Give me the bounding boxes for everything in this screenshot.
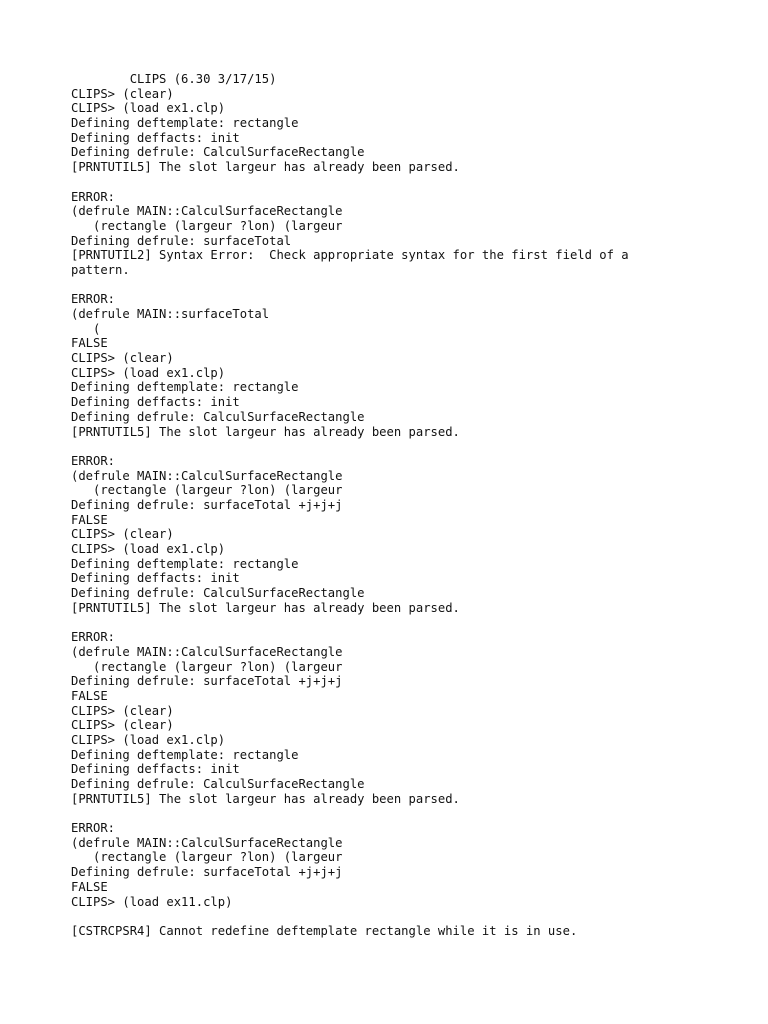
console-line: CLIPS> (load ex1.clp) bbox=[71, 732, 226, 747]
console-line: (rectangle (largeur ?lon) (largeur bbox=[71, 218, 343, 233]
console-line: ( bbox=[71, 321, 101, 336]
console-line bbox=[71, 278, 751, 293]
console-line: FALSE bbox=[71, 512, 108, 527]
console-line: (rectangle (largeur ?lon) (largeur bbox=[71, 850, 343, 865]
console-line: Defining defrule: surfaceTotal +j+j+j bbox=[71, 674, 343, 689]
console-line: CLIPS> (load ex1.clp) bbox=[71, 101, 226, 116]
console-line: CLIPS> (clear) bbox=[71, 351, 174, 366]
console-line: Defining deffacts: init bbox=[71, 571, 240, 586]
console-line: FALSE bbox=[71, 336, 108, 351]
console-line: Defining defrule: CalculSurfaceRectangle bbox=[71, 409, 365, 424]
console-line: pattern. bbox=[71, 262, 130, 277]
console-line: [PRNTUTIL5] The slot largeur has already been parsed. bbox=[71, 160, 460, 175]
console-line: [PRNTUTIL5] The slot largeur has already been parsed. bbox=[71, 791, 460, 806]
console-line bbox=[71, 806, 751, 821]
console-line: ERROR: bbox=[71, 821, 116, 836]
console-line: (defrule MAIN::CalculSurfaceRectangle bbox=[71, 204, 343, 219]
console-line: Defining deftemplate: rectangle bbox=[71, 380, 299, 395]
console-line: ERROR: bbox=[71, 292, 116, 307]
console-line bbox=[71, 909, 751, 924]
console-line: CLIPS> (load ex1.clp) bbox=[71, 365, 226, 380]
console-line: Defining deftemplate: rectangle bbox=[71, 116, 299, 131]
console-line: CLIPS> (load ex11.clp) bbox=[71, 894, 233, 909]
console-line: ERROR: bbox=[71, 189, 116, 204]
console-line: Defining defrule: CalculSurfaceRectangle bbox=[71, 145, 365, 160]
console-line: CLIPS> (clear) bbox=[71, 527, 174, 542]
console-line: CLIPS (6.30 3/17/15) bbox=[71, 72, 277, 86]
console-line: [PRNTUTIL5] The slot largeur has already been parsed. bbox=[71, 600, 460, 615]
console-line bbox=[71, 175, 751, 190]
console-line: [PRNTUTIL5] The slot largeur has already been parsed. bbox=[71, 424, 460, 439]
console-line: (defrule MAIN::CalculSurfaceRectangle bbox=[71, 468, 343, 483]
console-line: CLIPS> (clear) bbox=[71, 718, 174, 733]
console-line: ERROR: bbox=[71, 453, 116, 468]
console-line: [CSTRCPSR4] Cannot redefine deftemplate rectangle while it is in use. bbox=[71, 923, 578, 938]
console-line: CLIPS> (clear) bbox=[71, 703, 174, 718]
console-line: Defining defrule: surfaceTotal bbox=[71, 233, 292, 248]
console-line bbox=[71, 439, 751, 454]
console-line: Defining deffacts: init bbox=[71, 395, 240, 410]
console-line: Defining deffacts: init bbox=[71, 762, 240, 777]
console-line: (defrule MAIN::CalculSurfaceRectangle bbox=[71, 835, 343, 850]
console-line: FALSE bbox=[71, 879, 108, 894]
console-line: Defining defrule: CalculSurfaceRectangle bbox=[71, 586, 365, 601]
console-line: [PRNTUTIL2] Syntax Error: Check appropriate syntax for the first field of a bbox=[71, 248, 629, 263]
console-line: (rectangle (largeur ?lon) (largeur bbox=[71, 483, 343, 498]
console-line: Defining deftemplate: rectangle bbox=[71, 747, 299, 762]
console-line: (defrule MAIN::surfaceTotal bbox=[71, 307, 270, 321]
console-line: ERROR: bbox=[71, 630, 116, 645]
console-line: (defrule MAIN::CalculSurfaceRectangle bbox=[71, 644, 343, 659]
console-line: Defining defrule: surfaceTotal +j+j+j bbox=[71, 497, 343, 512]
console-line: CLIPS> (load ex1.clp) bbox=[71, 542, 226, 556]
console-line: Defining defrule: CalculSurfaceRectangle bbox=[71, 777, 365, 791]
console-line: Defining defrule: surfaceTotal +j+j+j bbox=[71, 865, 343, 880]
console-output[interactable] bbox=[71, 72, 751, 939]
console-line: CLIPS> (clear) bbox=[71, 86, 174, 101]
console-line: Defining deftemplate: rectangle bbox=[71, 556, 299, 571]
console-line: FALSE bbox=[71, 688, 108, 703]
console-line: (rectangle (largeur ?lon) (largeur bbox=[71, 659, 343, 674]
console-line: Defining deffacts: init bbox=[71, 130, 240, 145]
console-line bbox=[71, 615, 751, 630]
